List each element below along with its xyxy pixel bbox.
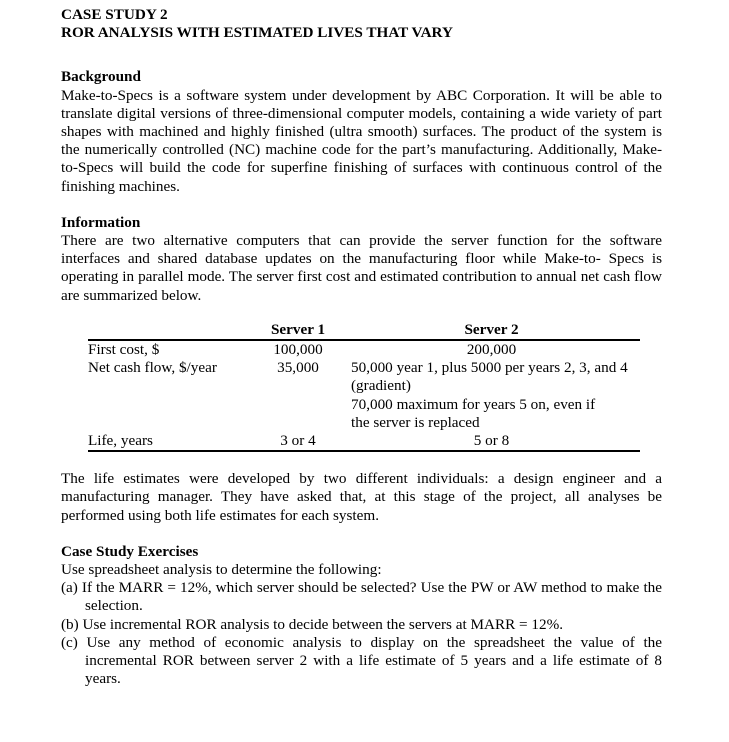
background-section <box>61 68 662 195</box>
table-header <box>88 321 253 340</box>
exercises-heading: Case Study Exercises <box>61 542 199 560</box>
case-study-title: CASE STUDY 2 <box>61 6 168 23</box>
exercises-section <box>61 543 662 689</box>
information-section <box>61 214 662 305</box>
cash-flow-line: 50,000 year 1, plus 5000 per years 2, 3, and 4 (gradient) <box>351 359 628 395</box>
table-header: Server 1 <box>253 321 343 340</box>
table-cell: Net cash flow, $/year <box>88 359 217 377</box>
server-comparison-table <box>88 321 640 452</box>
information-heading: Information <box>61 213 141 231</box>
table-cell: Life, years <box>88 432 253 451</box>
table-row <box>88 432 640 451</box>
table-cell: 5 or 8 <box>343 432 640 451</box>
table-cell: 100,000 <box>273 341 323 359</box>
exercise-item: (b) Use incremental ROR analysis to decide between the servers at MARR = 12%. <box>61 615 564 633</box>
background-heading: Background <box>61 68 141 86</box>
table-row <box>88 340 640 359</box>
exercise-item: (a) If the MARR = 12%, which server should be selected? Use the PW or AW method to make the selection. <box>61 579 662 615</box>
background-text: Make-to-Specs is a software system under development by ABC Corporation. It will be able to translate digital versions of three-dimensional computer models, containing a wide variety of part shapes with machined and highly finished (ultra smooth) surfaces. The product of the system is the numerically controlled (NC) machine code for the part’s manufacturing. Additionally, Make-to-Specs will build the code for superfine finishing of surfaces with continuous control of the finishing machines. <box>61 86 662 195</box>
case-study-subtitle: ROR ANALYSIS WITH ESTIMATED LIVES THAT VARY <box>61 24 453 42</box>
table-cell: 35,000 <box>277 359 319 377</box>
table-header: Server 2 <box>343 321 640 340</box>
document <box>61 6 662 689</box>
life-estimates-text: The life estimates were developed by two different individuals: a design engineer and a manufacturing manager. They have asked that, at this stage of the project, all analyses be performed using both life estimates for each system. <box>61 470 662 524</box>
exercise-item: (c) Use any method of economic analysis to display on the spreadsheet the value of the incremental ROR between server 2 with a life estimate of 5 years and a life estimate of 8 years. <box>61 633 662 688</box>
table-row <box>88 359 640 432</box>
cash-flow-line: 70,000 maximum for years 5 on, even if the server is replaced <box>351 395 596 431</box>
table-cell: 3 or 4 <box>253 432 343 451</box>
information-text: There are two alternative computers that can provide the server function for the software interfaces and shared database updates on the manufacturing floor while Make-to- Specs is operating in parallel mode. The server first cost and estimated contribution to annual net cash flow are summarized below. <box>61 232 662 304</box>
exercises-intro: Use spreadsheet analysis to determine the following: <box>61 561 382 579</box>
table-cell: First cost, $ <box>88 341 160 359</box>
table-cell <box>343 359 640 432</box>
table-cell: 200,000 <box>466 341 517 359</box>
